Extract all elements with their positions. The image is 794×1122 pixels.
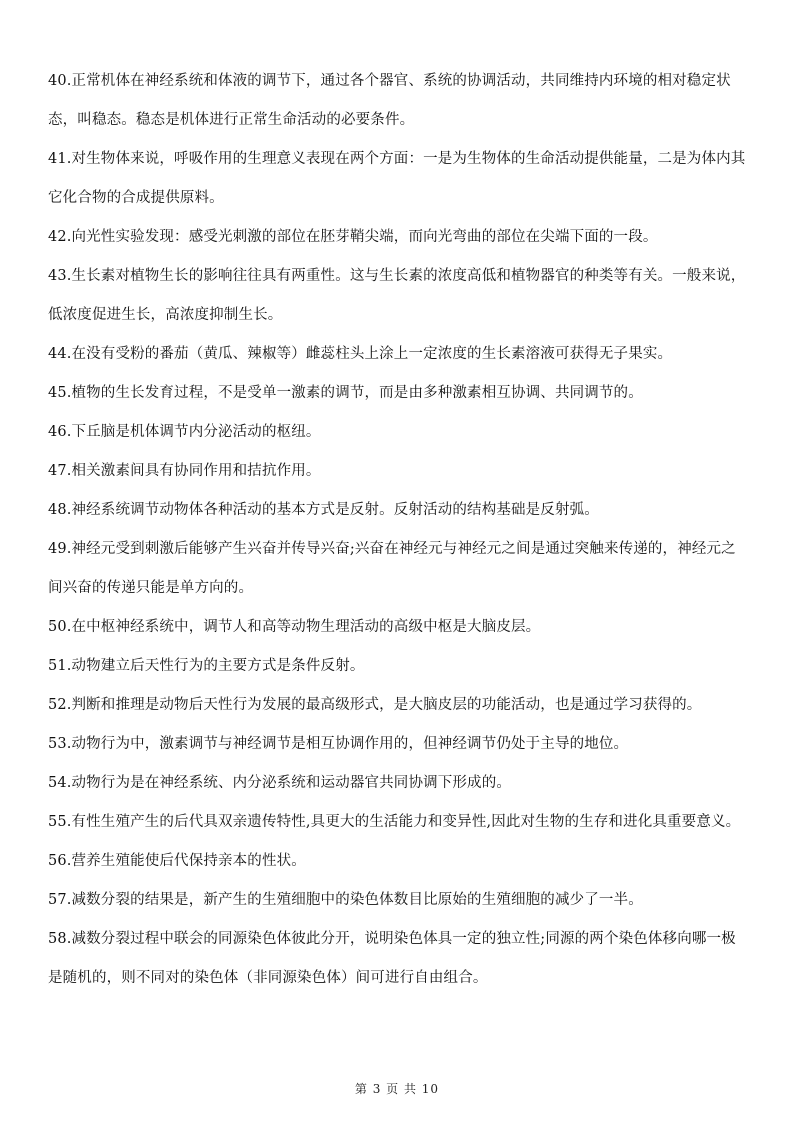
paragraph-57: 57.减数分裂的结果是，新产生的生殖细胞中的染色体数目比原始的生殖细胞的减少了一半。 [48,892,643,908]
paragraph-41: 41.对生物体来说，呼吸作用的生理意义表现在两个方面：一是为生物体的生命活动提供能量，二是为体内其它化合物的合成提供原料。 [48,151,746,206]
page-number-footer: 第 3 页 共 10 [354,1082,440,1096]
paragraph-45: 45.植物的生长发育过程，不是受单一激素的调节，而是由多种激素相互协调、共同调节的。 [48,385,643,401]
paragraph-54: 54.动物行为是在神经系统、内分泌系统和运动器官共同协调下形成的。 [48,775,512,791]
paragraph-49: 49.神经元受到刺激后能够产生兴奋并传导兴奋;兴奋在神经元与神经元之间是通过突触来传递的，神经元之间兴奋的传递只能是单方向的。 [48,541,736,596]
paragraph-47: 47.相关激素间具有协同作用和拮抗作用。 [48,463,321,479]
paragraph-48: 48.神经系统调节动物体各种活动的基本方式是反射。反射活动的结构基础是反射弧。 [48,502,599,518]
paragraph-46: 46.下丘脑是机体调节内分泌活动的枢纽。 [48,424,321,440]
paragraph-56: 56.营养生殖能使后代保持亲本的性状。 [48,853,306,869]
paragraph-53: 53.动物行为中，激素调节与神经调节是相互协调作用的，但神经调节仍处于主导的地位。 [48,736,629,752]
paragraph-52: 52.判断和推理是动物后天性行为发展的最高级形式，是大脑皮层的功能活动，也是通过学习获得的。 [48,697,702,713]
document-body [48,62,748,998]
paragraph-42: 42.向光性实验发现：感受光刺激的部位在胚芽鞘尖端，而向光弯曲的部位在尖端下面的一段。 [48,229,658,245]
paragraph-55: 55.有性生殖产生的后代具双亲遗传特性,具更大的生活能力和变异性,因此对生物的生存和进化具重要意义。 [48,814,741,830]
paragraph-58: 58.减数分裂过程中联会的同源染色体彼此分开，说明染色体具一定的独立性;同源的两个染色体移向哪一极是随机的，则不同对的染色体（非同源染色体）间可进行自由组合。 [48,931,736,986]
paragraph-40: 40.正常机体在神经系统和体液的调节下，通过各个器官、系统的协调活动，共同维持内环境的相对稳定状态，叫稳态。稳态是机体进行正常生命活动的必要条件。 [48,73,731,128]
paragraph-44: 44.在没有受粉的番茄（黄瓜、辣椒等）雌蕊柱头上涂上一定浓度的生长素溶液可获得无子果实。 [48,346,673,362]
paragraph-43: 43.生长素对植物生长的影响往往具有两重性。这与生长素的浓度高低和植物器官的种类等有关。一般来说，低浓度促进生长，高浓度抑制生长。 [48,268,746,323]
paragraph-50: 50.在中枢神经系统中，调节人和高等动物生理活动的高级中枢是大脑皮层。 [48,619,541,635]
paragraph-51: 51.动物建立后天性行为的主要方式是条件反射。 [48,658,365,674]
